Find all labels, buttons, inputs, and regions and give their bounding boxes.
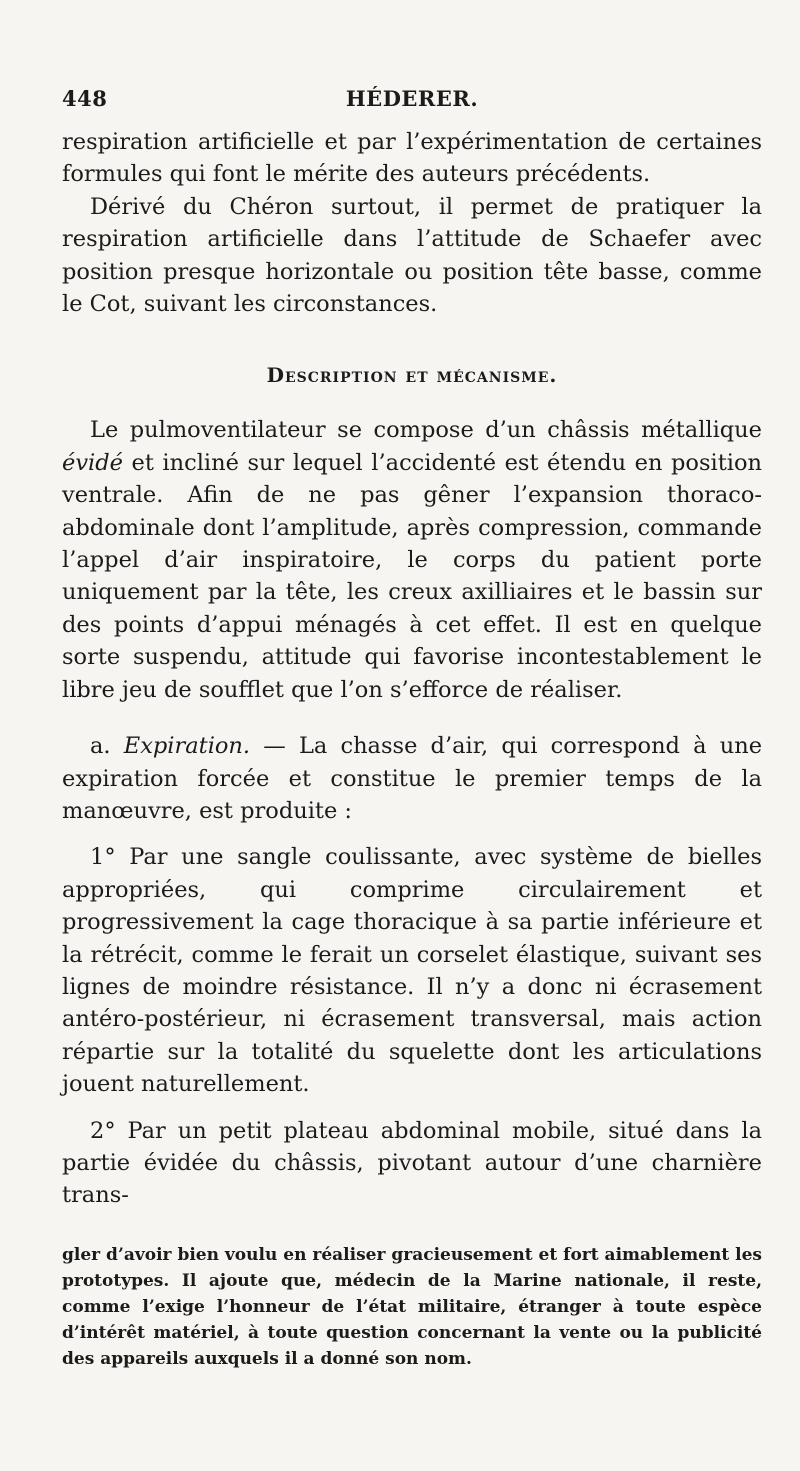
paragraph-description bbox=[62, 414, 762, 706]
paragraph-expiration bbox=[62, 730, 762, 827]
paragraph-derivation: Dérivé du Chéron surtout, il permet de pratiquer la respiration artificielle dans l’attitude de Schaefer avec position presque horizontale ou position tête basse, comme le Cot, suivant les circonstances. bbox=[62, 193, 762, 318]
expiration-prefix: a. bbox=[90, 733, 111, 760]
description-start: Le pulmoventilateur se compose d’un châssis métallique bbox=[90, 417, 762, 444]
expiration-title: Expiration. bbox=[123, 733, 251, 760]
description-rest: et incliné sur lequel l’accidenté est étendu en position ventrale. Afin de ne pas gêner l’expansion thoraco-abdominale dont l’amplitude, après compression, commande l’appel d’air inspiratoire, le corps du patient porte uniquement par la tête, les creux axilliaires et le bassin sur des points d’appui ménagés à cet effet. Il est en quelque sorte suspendu, attitude qui favorise incontestablement le libre jeu de soufflet que l’on s’efforce de réaliser. bbox=[62, 449, 762, 703]
expiration-text: — La chasse d’air, qui correspond à une expiration forcée et constitue le premier temps de la manœuvre, est produite : bbox=[62, 733, 763, 824]
section-heading: Description et mécanisme. bbox=[266, 363, 558, 388]
footnote: gler d’avoir bien voulu en réaliser gracieusement et fort aimablement les prototypes. Il ajoute que, médecin de la Marine nationale, il reste, comme l’exige l’honneur de l’état militaire, étranger à toute espèce d’intérêt matériel, à toute question concernant la vente ou la publicité des appareils auxquels il a donné son nom. bbox=[62, 1244, 762, 1369]
paragraph-continuation: respiration artificielle et par l’expérimentation de certaines formules qui font le mérite des auteurs précédents. bbox=[62, 129, 762, 188]
description-italic-term: évidé bbox=[62, 449, 123, 476]
page-header bbox=[62, 86, 762, 126]
document-page bbox=[62, 86, 762, 1372]
paragraph-item-2: 2° Par un petit plateau abdominal mobile, situé dans la partie évidée du châssis, pivotant autour d’une charnière trans- bbox=[62, 1117, 762, 1209]
page-number: 448 bbox=[62, 86, 108, 111]
running-title: HÉDERER. bbox=[345, 86, 479, 111]
paragraph-item-1: 1° Par une sangle coulissante, avec système de bielles appropriées, qui comprime circulairement et progressivement la cage thoracique à sa partie inférieure et la rétrécit, comme le ferait un corselet élastique, suivant ses lignes de moindre résistance. Il n’y a donc ni écrasement antéro-postérieur, ni écrasement transversal, mais action répartie sur la totalité du squelette dont les articulations jouent naturellement. bbox=[62, 844, 762, 1098]
